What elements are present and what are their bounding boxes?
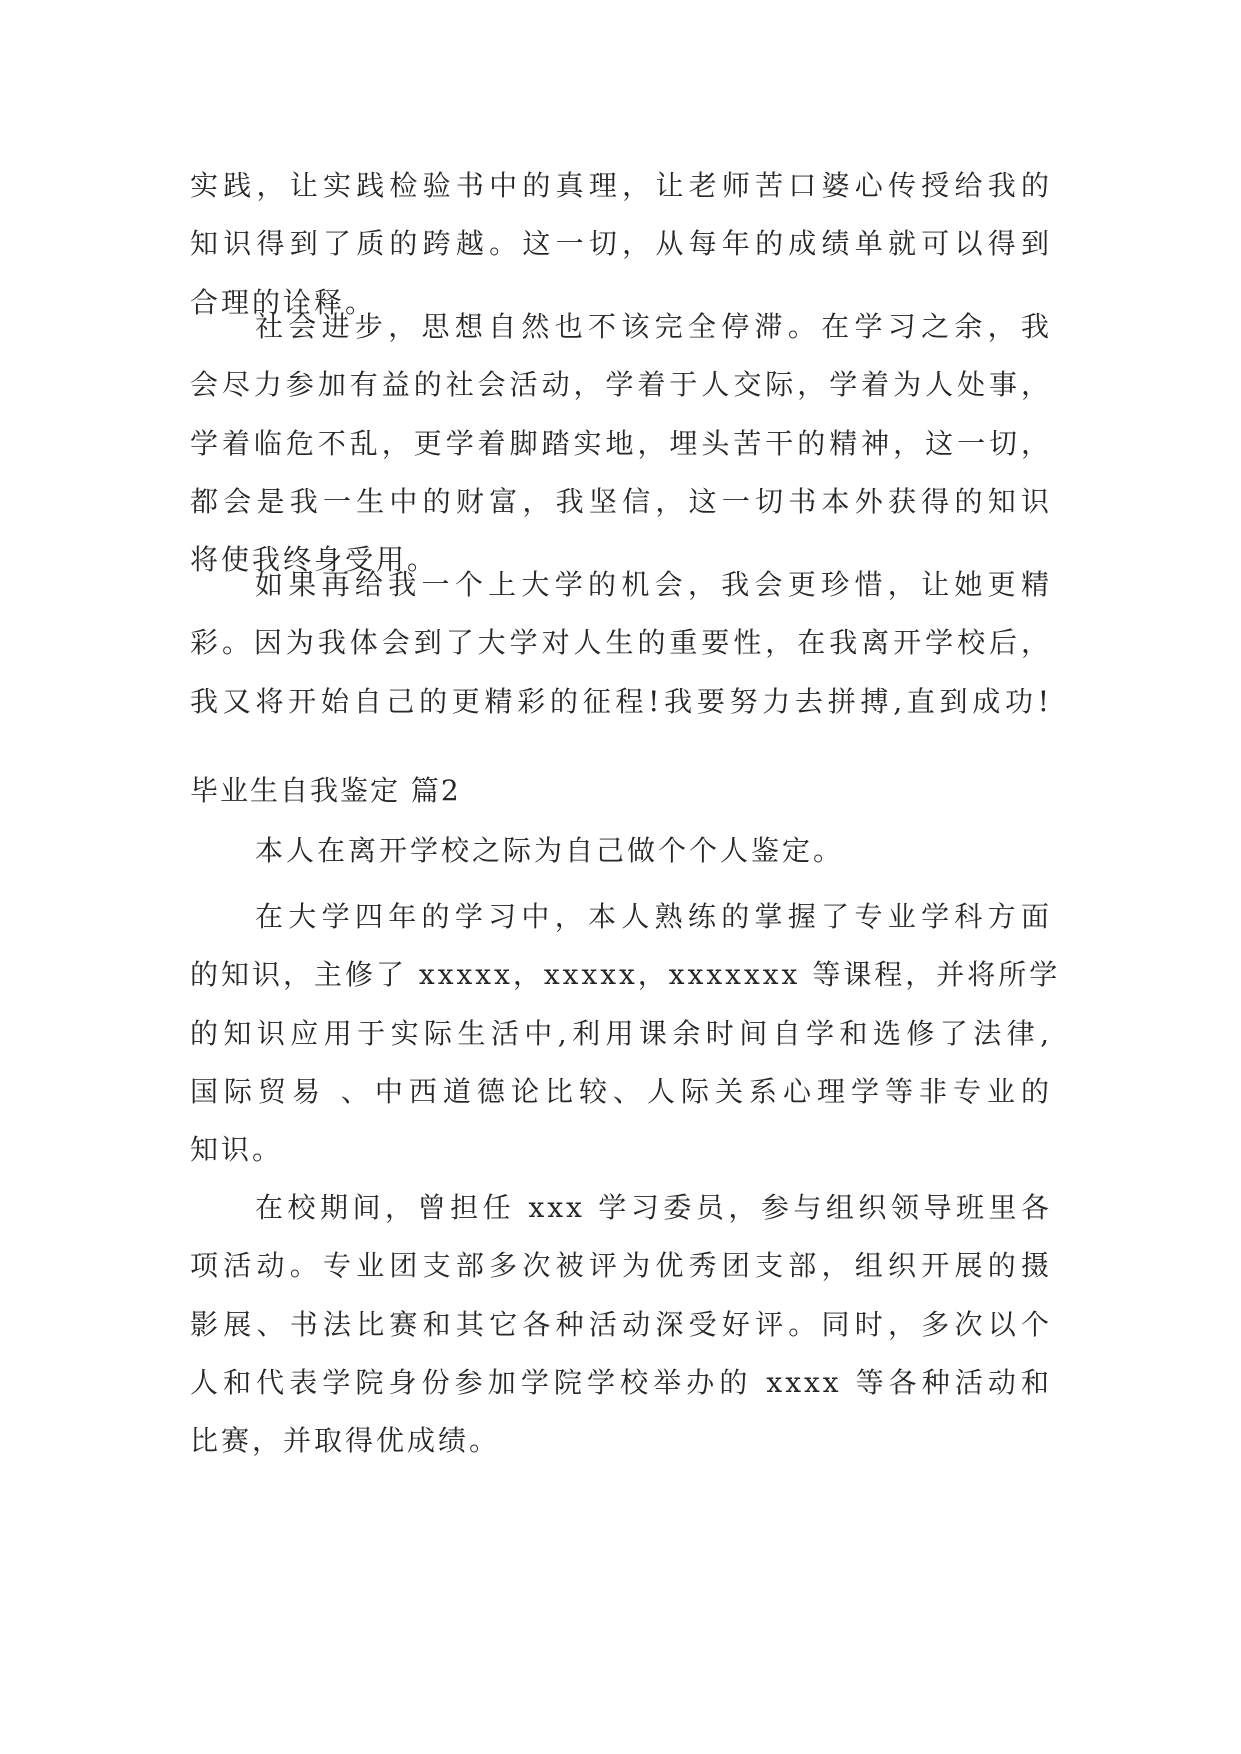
- paragraph-line: 项活动。专业团支部多次被评为优秀团支部，组织开展的摄: [190, 1249, 1052, 1283]
- paragraph-again: [190, 556, 1052, 731]
- paragraph-line: 我又将开始自己的更精彩的征程!我要努力去拼搏,直到成功!: [190, 684, 1052, 718]
- paragraph-social: [190, 298, 1052, 589]
- section-heading: 毕业生自我鉴定 篇2: [190, 774, 461, 807]
- document-page: [190, 0, 1061, 1754]
- paragraph-line: 在校期间，曾担任 xxx 学习委员，参与组织领导班里各: [255, 1191, 1052, 1224]
- paragraph-line: 的知识，主修了 xxxxx，xxxxx，xxxxxxx 等课程，并将所学: [190, 958, 1061, 992]
- paragraph-line: 如果再给我一个上大学的机会，我会更珍惜，让她更精: [255, 568, 1052, 601]
- paragraph-line: 的知识应用于实际生活中,利用课余时间自学和选修了法律,: [190, 1016, 1052, 1050]
- paragraph-line: 影展、书法比赛和其它各种活动深受好评。同时，多次以个: [190, 1307, 1052, 1341]
- paragraph-activities: [190, 1179, 1052, 1470]
- paragraph-line: 知识得到了质的跨越。这一切，从每年的成绩单就可以得到: [190, 227, 1052, 261]
- paragraph-line: 都会是我一生中的财富，我坚信，这一切书本外获得的知识: [190, 484, 1052, 518]
- paragraph-line: 国际贸易 、中西道德论比较、人际关系心理学等非专业的: [190, 1074, 1052, 1108]
- paragraph-line: 合理的诠释。: [190, 285, 377, 319]
- paragraph-line: 彩。因为我体会到了大学对人生的重要性，在我离开学校后，: [190, 626, 1052, 660]
- paragraph-line: 会尽力参加有益的社会活动，学着于人交际，学着为人处事，: [190, 368, 1052, 402]
- paragraph-line: 在大学四年的学习中，本人熟练的掌握了专业学科方面: [255, 900, 1052, 933]
- paragraph-line: 本人在离开学校之际为自己做个个人鉴定。: [255, 834, 845, 867]
- paragraph-line: 将使我终身受用。: [190, 543, 439, 577]
- paragraph-intro: [190, 822, 1052, 880]
- paragraph-line: 人和代表学院身份参加学院学校举办的 xxxx 等各种活动和: [190, 1365, 1052, 1399]
- paragraph-line: 知识。: [190, 1133, 284, 1167]
- paragraph-line: 学着临危不乱，更学着脚踏实地，埋头苦干的精神，这一切，: [190, 426, 1052, 460]
- paragraph-line: 实践，让实践检验书中的真理，让老师苦口婆心传授给我的: [190, 169, 1052, 202]
- paragraph-line: 比赛，并取得优成绩。: [190, 1424, 501, 1458]
- paragraph-study: [190, 888, 1061, 1179]
- paragraph-line: 社会进步，思想自然也不该完全停滞。在学习之余，我: [255, 310, 1052, 343]
